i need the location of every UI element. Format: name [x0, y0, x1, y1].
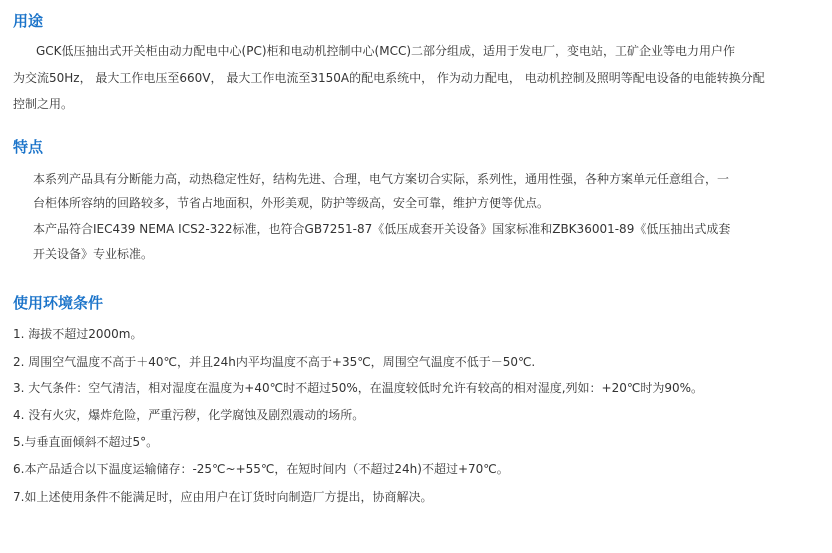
environment-item-4: 4. 没有火灾，爆炸危险，严重污秽，化学腐蚀及剧烈震动的场所。	[13, 408, 365, 422]
usage-line-3: 控制之用。	[13, 97, 74, 111]
features-line-2: 台柜体所容纳的回路较多，节省占地面积，外形美观，防护等级高，安全可靠，维护方便等优点。	[33, 196, 550, 210]
environment-item-2: 2. 周围空气温度不高于＋40℃，并且24h内平均温度不高于+35℃，周围空气温度不低于－50℃.	[13, 355, 536, 369]
environment-heading: 使用环境条件	[13, 294, 104, 312]
environment-item-7: 7.如上述使用条件不能满足时，应由用户在订货时向制造厂方提出，协商解决。	[13, 490, 433, 504]
features-line-4: 开关设备》专业标准。	[33, 247, 154, 261]
features-heading: 特点	[13, 138, 44, 156]
environment-item-3: 3. 大气条件：空气清洁，相对湿度在温度为+40℃时不超过50%，在温度较低时允许有较高的相对湿度,列如：+20℃时为90%。	[13, 381, 704, 395]
usage-line-2: 为交流50Hz， 最大工作电压至660V， 最大工作电流至3150A的配电系统中， 作为动力配电， 电动机控制及照明等配电设备的电能转换分配	[13, 71, 765, 85]
features-line-1: 本系列产品具有分断能力高，动热稳定性好，结构先进、合理，电气方案切合实际，系列性，通用性强，各种方案单元任意组合，一	[33, 172, 730, 186]
environment-item-5: 5.与垂直面倾斜不超过5°。	[13, 435, 159, 449]
environment-item-1: 1. 海拔不超过2000m。	[13, 327, 143, 341]
usage-line-1: GCK低压抽出式开关柜由动力配电中心(PC)柜和电动机控制中心(MCC)二部分组成，适用于发电厂，变电站，工矿企业等电力用户作	[36, 44, 736, 58]
usage-heading: 用途	[13, 12, 44, 30]
features-line-3: 本产品符合IEC439 NEMA ICS2-322标准，也符合GB7251-87《低压成套开关设备》国家标准和ZBK36001-89《低压抽出式成套	[33, 222, 731, 236]
environment-item-6: 6.本产品适合以下温度运输储存：-25℃~+55℃，在短时间内（不超过24h)不超过+70℃。	[13, 462, 509, 476]
